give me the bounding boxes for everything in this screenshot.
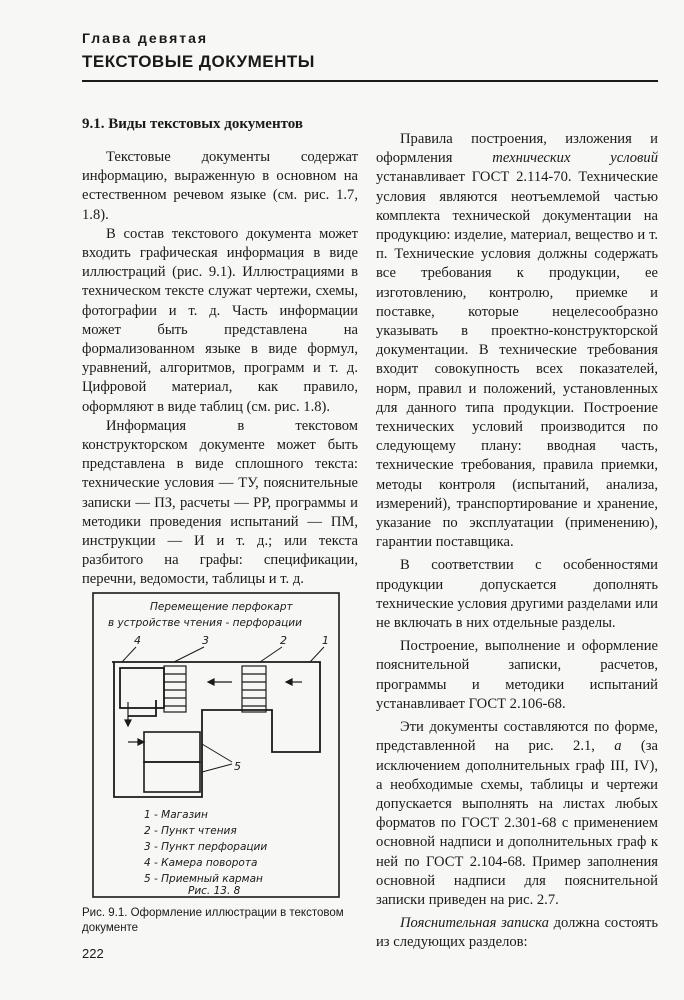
callout-4: 4 (134, 634, 141, 647)
callout-5: 5 (234, 760, 241, 773)
figure-reference: Рис. 13. 8 (188, 885, 241, 897)
page-number: 222 (82, 946, 104, 961)
callout-1: 1 (322, 634, 329, 647)
left-column (82, 148, 358, 590)
figure-title-line1: Перемещение перфокарт (150, 601, 293, 613)
legend-item-2: 2 - Пункт чтения (144, 825, 237, 837)
p1-emphasis: технических условий (492, 150, 658, 167)
figure-caption: Рис. 9.1. Оформление иллюстрации в текстовом документе (82, 907, 344, 934)
figure-9-1 (92, 592, 342, 900)
right-paragraph-2: В соответствии с особенностями продукции допускается дополнять технические условия другими разделами или не включать в них отдельные разделы. (376, 557, 658, 632)
stations (164, 666, 266, 712)
chapter-title: ТЕКСТОВЫЕ ДОКУМЕНТЫ (82, 52, 315, 71)
figure-drawing (92, 592, 342, 900)
p1-text-b: устанавливает ГОСТ 2.114-70. Технические условия являются неотъемлемой частью комплекта технической документации на продукцию: изделие, материал, вещество и т. п. Технические условия должны содержать все требования к продукции, ее изготовлению, контролю, приемке и поставке, которые нецелесообразно указывать в проектно-конструкторской документации. В технические требования входит совокупность всех показателей, норм, правил и положений, установленных для данного типа продукции. Построение технических условий производится по следующему плану: вводная часть, технические требования, правила приемки, методы контроля (испытаний, анализа, измерений), транспортирование и хранение, указание по эксплуатации (применению), гарантии поставщика. (376, 169, 658, 551)
left-paragraph-2: В состав текстового документа может входить графическая информация в виде иллюстраций (рис. 9.1). Иллюстрациями в техническом тексте служат чертежи, схемы, фотографии и т. д. Часть информации может быть представлена на формализованном языке в виде формул, уравнений, алгоритмов, программ и т. д. Цифровой материал, как правило, оформляют в виде таблиц (см. рис. 1.8). (82, 225, 358, 415)
right-paragraph-1 (376, 130, 658, 552)
legend-item-5: 5 - Приемный карман (144, 873, 263, 885)
callout-3: 3 (202, 634, 209, 647)
p4-text-a: Эти документы составляются по форме, представленной на рис. 2.1, (376, 719, 658, 755)
right-paragraph-4 (376, 718, 658, 910)
left-paragraph-1: Текстовые документы содержат информацию, выраженную в основном на естественном речевом языке (см. рис. 1.7, 1.8). (82, 149, 358, 223)
receiving-pockets (144, 732, 200, 792)
header-rule (82, 80, 658, 82)
right-paragraph-5 (376, 914, 658, 952)
left-paragraph-3: Информация в текстовом конструкторском документе может быть представлена в виде сплошного текста: технические условия — ТУ, пояснительные записки — ПЗ, расчеты — РР, программы и методики проведения испытаний — ПМ, инструкции — И и т. д.; или текста разбитого на графы: спецификации, перечни, ведомости, таблицы и т. д. (82, 417, 358, 588)
legend-item-1: 1 - Магазин (144, 809, 208, 821)
chapter-label: Глава девятая (82, 30, 209, 46)
section-title: 9.1. Виды текстовых документов (82, 116, 303, 132)
legend-item-3: 3 - Пункт перфорации (144, 841, 268, 853)
p4-text-b: (за исключением дополнительных граф III, IV), а необходимые схемы, таблицы и чертежи допускается выполнять на листах любых форматов по ГОСТ 2.301-68 с применением основной надписи и дополнительных граф к ней по ГОСТ 2.104-68. Пример заполнения основной надписи для пояснительной записки приведен на рис. 2.7. (376, 738, 658, 908)
motion-arrows (125, 679, 302, 745)
figure-title-line2: в устройстве чтения - перфорации (108, 617, 302, 629)
callout-2: 2 (280, 634, 287, 647)
p5-emphasis: Пояснительная записка (400, 915, 549, 932)
right-column (376, 130, 658, 953)
p4-emphasis: а (614, 738, 622, 755)
right-paragraph-3: Построение, выполнение и оформление пояснительной записки, расчетов, программы и методики испытаний устанавливает ГОСТ 2.106-68. (376, 638, 658, 712)
p1-text-a: Правила построения, изложения и оформления (376, 131, 658, 167)
legend-item-4: 4 - Камера поворота (144, 857, 258, 869)
p5-text: должна состоять из следующих разделов: (376, 915, 659, 951)
